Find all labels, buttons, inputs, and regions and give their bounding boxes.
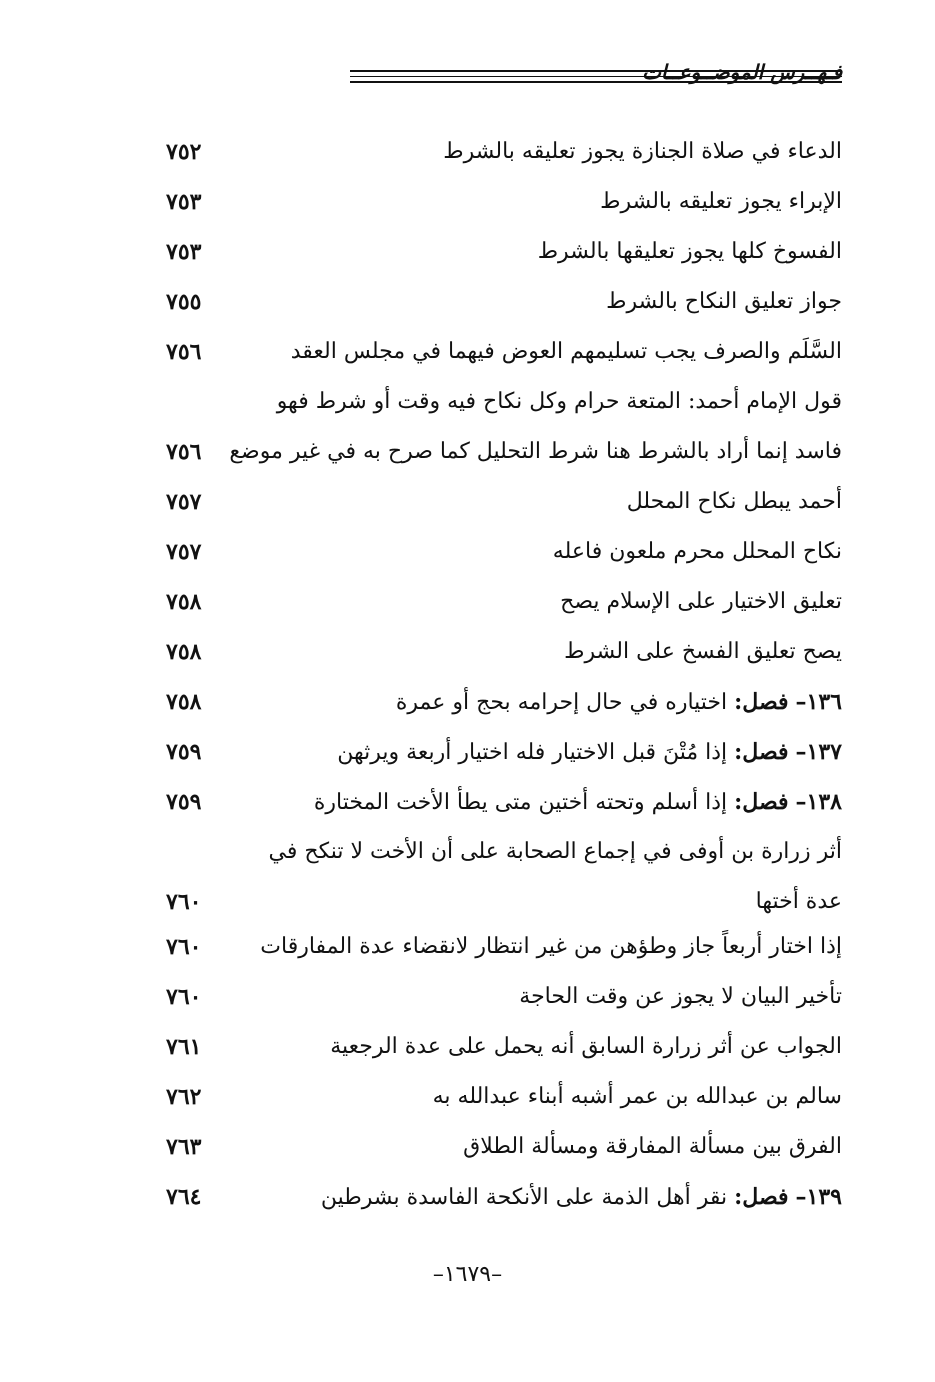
entry-page-number: ٧٦٣	[166, 1134, 202, 1160]
entry-page-number: ٧٦٠	[166, 934, 202, 960]
entry-title: الجواب عن أثر زرارة السابق أنه يحمل على عدة الرجعية	[330, 1034, 842, 1059]
entry-title: نقر أهل الذمة على الأنكحة الفاسدة بشرطين	[320, 1185, 728, 1210]
entry-title-line	[337, 727, 842, 778]
section-number: ١٣٩–	[795, 1184, 842, 1210]
entry-title: نكاح المحلل محرم ملعون فاعله	[552, 539, 842, 564]
entry-title: إذا مُتْنَ قبل الاختيار فله اختيار أربعة ويرثهن	[337, 740, 728, 765]
entry-page-number: ٧٥٩	[166, 789, 202, 815]
section-label: فصل:	[734, 789, 789, 815]
entry-page-number: ٧٥٣	[166, 189, 202, 215]
entry-title: اختياره في حال إحرامه بحج أو عمرة	[395, 690, 728, 715]
section-label: فصل:	[734, 689, 789, 715]
entry-page-number: ٧٥٨	[166, 589, 202, 615]
entry-title: قول الإمام أحمد: المتعة حرام وكل نكاح فيه وقت أو شرط فهو	[276, 389, 842, 414]
entry-title: تعليق الاختيار على الإسلام يصح	[560, 589, 842, 614]
entry-page-number: ٧٦٠	[166, 889, 202, 915]
entry-title: عدة أختها	[755, 889, 842, 914]
entry-title: تأخير البيان لا يجوز عن وقت الحاجة	[519, 984, 842, 1009]
section-label: فصل:	[734, 739, 789, 765]
entry-page-number: ٧٥٧	[166, 489, 202, 515]
entry-title: أثر زرارة بن أوفى في إجماع الصحابة على أن الأخت لا تنكح في	[268, 839, 842, 864]
entry-title: فاسد إنما أراد بالشرط هنا شرط التحليل كما صرح به في غير موضع	[229, 439, 842, 464]
entry-title: الإبراء يجوز تعليقه بالشرط	[600, 189, 842, 214]
section-number: ١٣٧–	[795, 739, 842, 765]
entry-page-number: ٧٥٧	[166, 539, 202, 565]
entry-page-number: ٧٥٩	[166, 739, 202, 765]
section-label: فصل:	[734, 1184, 789, 1210]
section-number: ١٣٨–	[795, 789, 842, 815]
entry-title-line	[314, 777, 842, 828]
entry-title: يصح تعليق الفسخ على الشرط	[564, 639, 842, 664]
entry-page-number: ٧٥٦	[166, 439, 202, 465]
entry-page-number: ٧٥٥	[166, 289, 202, 315]
entry-page-number: ٧٥٣	[166, 239, 202, 265]
entry-title: إذا أسلم وتحته أختين متى يطأ الأخت المختارة	[313, 790, 728, 815]
entry-title: الدعاء في صلاة الجنازة يجوز تعليقه بالشرط	[443, 139, 842, 164]
entry-page-number: ٧٦٠	[166, 984, 202, 1010]
section-number: ١٣٦–	[795, 689, 842, 715]
entry-page-number: ٧٦١	[166, 1034, 202, 1060]
entry-page-number: ٧٦٤	[166, 1184, 202, 1210]
entry-title-line	[321, 1172, 842, 1223]
entry-page-number: ٧٥٨	[166, 639, 202, 665]
entry-page-number: ٧٦٢	[166, 1084, 202, 1110]
entry-title: السَّلَم والصرف يجب تسليمهم العوض فيهما في مجلس العقد	[290, 339, 842, 364]
entry-title: إذا اختار أربعاً جاز وطؤهن من غير انتظار لانقضاء عدة المفارقات	[260, 934, 842, 959]
entry-title: سالم بن عبدالله بن عمر أشبه أبناء عبدالله به	[432, 1084, 842, 1109]
entry-page-number: ٧٥٢	[166, 139, 202, 165]
entry-title: جواز تعليق النكاح بالشرط	[606, 289, 842, 314]
entry-title-line	[396, 677, 842, 728]
entry-title: الفرق بين مسألة المفارقة ومسألة الطلاق	[463, 1134, 842, 1159]
page-number: –١٦٧٩–	[432, 1262, 503, 1287]
entry-page-number: ٧٥٦	[166, 339, 202, 365]
entry-page-number: ٧٥٨	[166, 689, 202, 715]
header-title: فـهــرس الموضــوعــات	[642, 60, 842, 84]
entry-title: أحمد يبطل نكاح المحلل	[626, 489, 842, 514]
entry-title: الفسوخ كلها يجوز تعليقها بالشرط	[537, 239, 842, 264]
